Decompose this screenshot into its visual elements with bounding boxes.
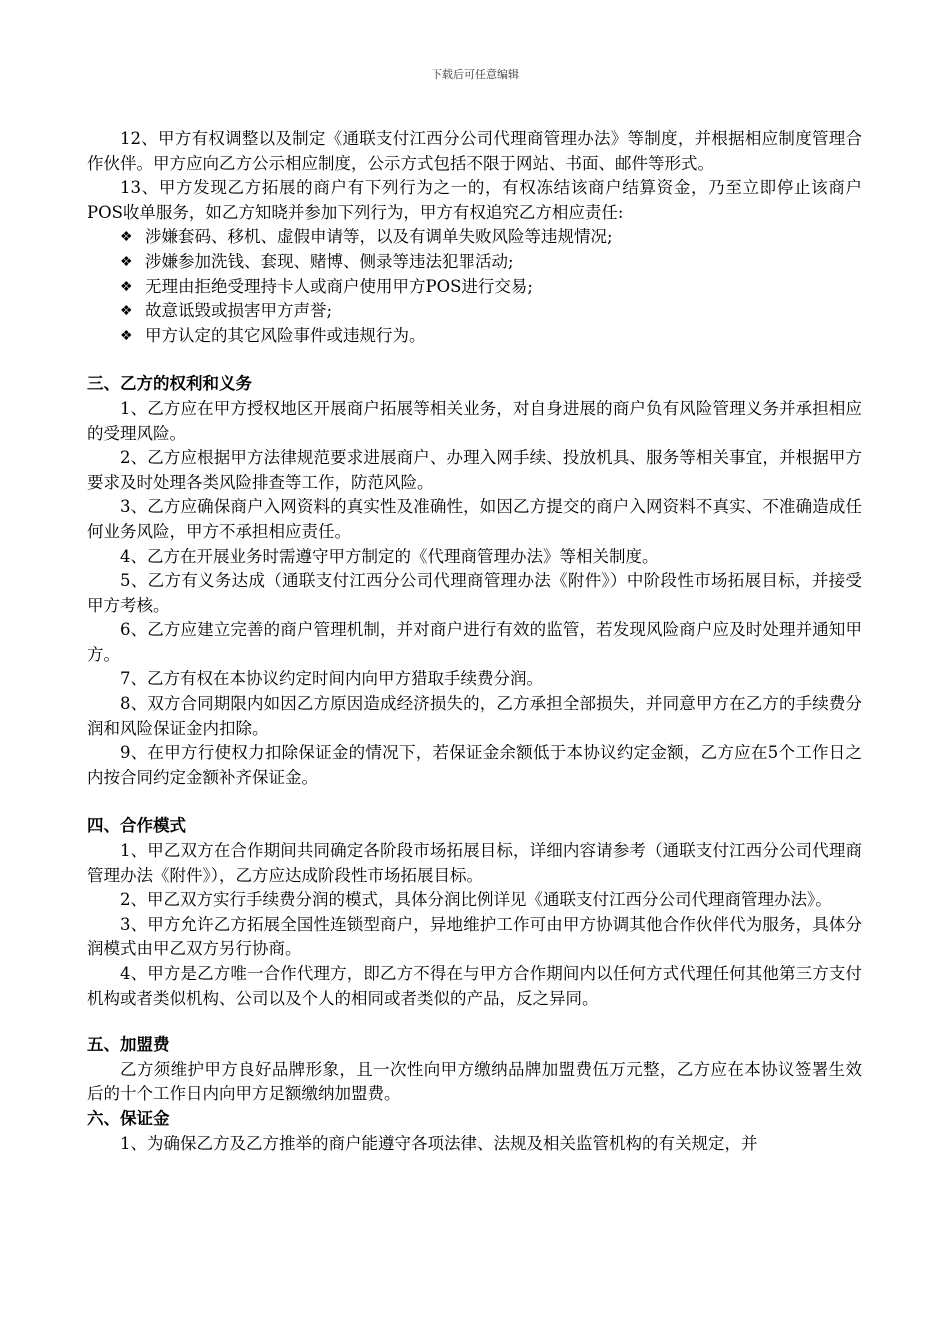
section-6-title: 六、保证金: [87, 1108, 170, 1128]
section-5-title: 五、加盟费: [87, 1035, 170, 1055]
section-3-clause: 1、乙方应在甲方授权地区开展商户拓展等相关业务，对自身进展的商户负有风险管理义务并承担相应的受理风险。: [87, 398, 862, 443]
section-3-clause: 6、乙方应建立完善的商户管理机制，并对商户进行有效的监管，若发现风险商户应及时处理并通知甲方。: [87, 620, 862, 664]
section-3-clause: 2、乙方应根据甲方法律规范要求进展商户、办理入网手续、投放机具、服务等相关事宜，并根据甲方要求及时处理各类风险排查等工作，防范风险。: [87, 448, 862, 492]
diamond-bullet-icon: ❖: [120, 229, 133, 246]
clause-13: 13、甲方发现乙方拓展的商户有下列行为之一的，有权冻结该商户结算资金，乃至立即停止该商户POS收单服务，如乙方知晓并参加下列行为，甲方有权追究乙方相应责任:: [87, 178, 862, 222]
list-item: ❖ 甲方认定的其它风险事件或违规行为。: [87, 324, 862, 349]
section-4-clause: 4、甲方是乙方唯一合作代理方，即乙方不得在与甲方合作期间内以任何方式代理任何其他第三方支付机构或者类似机构、公司以及个人的相同或者类似的产品，反之异同。: [87, 964, 862, 1008]
diamond-bullet-icon: ❖: [120, 327, 133, 344]
list-item: ❖ 涉嫌套码、移机、虚假申请等，以及有调单失败风险等违规情况;: [87, 225, 862, 250]
list-item: ❖ 涉嫌参加洗钱、套现、赌博、侧录等违法犯罪活动;: [87, 250, 862, 275]
section-3-clause: 5、乙方有义务达成（通联支付江西分公司代理商管理办法《附件》）中阶段性市场拓展目标，并接受甲方考核。: [87, 571, 862, 615]
section-3-clause: 7、乙方有权在本协议约定时间内向甲方猎取手续费分润。: [120, 669, 543, 689]
page-header: 下载后可任意编辑: [431, 68, 519, 81]
section-3-clause: 8、双方合同期限内如因乙方原因造成经济损失的，乙方承担全部损失，并同意甲方在乙方的手续费分润和风险保证金内扣除。: [87, 694, 862, 738]
violation-list: [87, 225, 862, 348]
section-3-clause: 9、在甲方行使权力扣除保证金的情况下，若保证金余额低于本协议约定金额，乙方应在5个工作日之内按合同约定金额补齐保证金。: [87, 743, 862, 787]
section-6-paragraph: 1、为确保乙方及乙方推举的商户能遵守各项法律、法规及相关监管机构的有关规定，并: [120, 1133, 758, 1153]
diamond-bullet-icon: ❖: [120, 303, 133, 320]
section-3-title: 三、乙方的权利和义务: [87, 374, 252, 394]
section-4-title: 四、合作模式: [87, 816, 186, 836]
section-4-clause: 2、甲乙双方实行手续费分润的模式，具体分润比例详见《通联支付江西分公司代理商管理办法》。: [120, 890, 832, 910]
section-3-clause: 4、乙方在开展业务时需遵守甲方制定的《代理商管理办法》等相关制度。: [120, 546, 659, 566]
section-3-clause: 3、乙方应确保商户入网资料的真实性及准确性，如因乙方提交的商户入网资料不真实、不准确造成任何业务风险，甲方不承担相应责任。: [87, 497, 862, 541]
section-5-paragraph: 乙方须维护甲方良好品牌形象，且一次性向甲方缴纳品牌加盟费伍万元整，乙方应在本协议签署生效后的十个工作日内向甲方足额缴纳加盟费。: [87, 1059, 862, 1104]
section-4-clause: 1、甲乙双方在合作期间共同确定各阶段市场拓展目标，详细内容请参考（通联支付江西分公司代理商管理办法《附件》），乙方应达成阶段性市场拓展目标。: [87, 841, 862, 885]
list-item: ❖ 故意诋毁或损害甲方声誉;: [87, 299, 862, 324]
diamond-bullet-icon: ❖: [120, 253, 133, 270]
diamond-bullet-icon: ❖: [120, 278, 133, 295]
document-body: [87, 127, 862, 1156]
clause-12: 12、甲方有权调整以及制定《通联支付江西分公司代理商管理办法》等制度，并根据相应制度管理合作伙伴。甲方应向乙方公示相应制度，公示方式包括不限于网站、书面、邮件等形式。: [87, 129, 862, 173]
list-item: ❖ 无理由拒绝受理持卡人或商户使用甲方POS进行交易;: [87, 275, 862, 300]
section-4-clause: 3、甲方允许乙方拓展全国性连锁型商户，异地维护工作可由甲方协调其他合作伙伴代为服务，具体分润模式由甲乙双方另行协商。: [87, 914, 862, 959]
